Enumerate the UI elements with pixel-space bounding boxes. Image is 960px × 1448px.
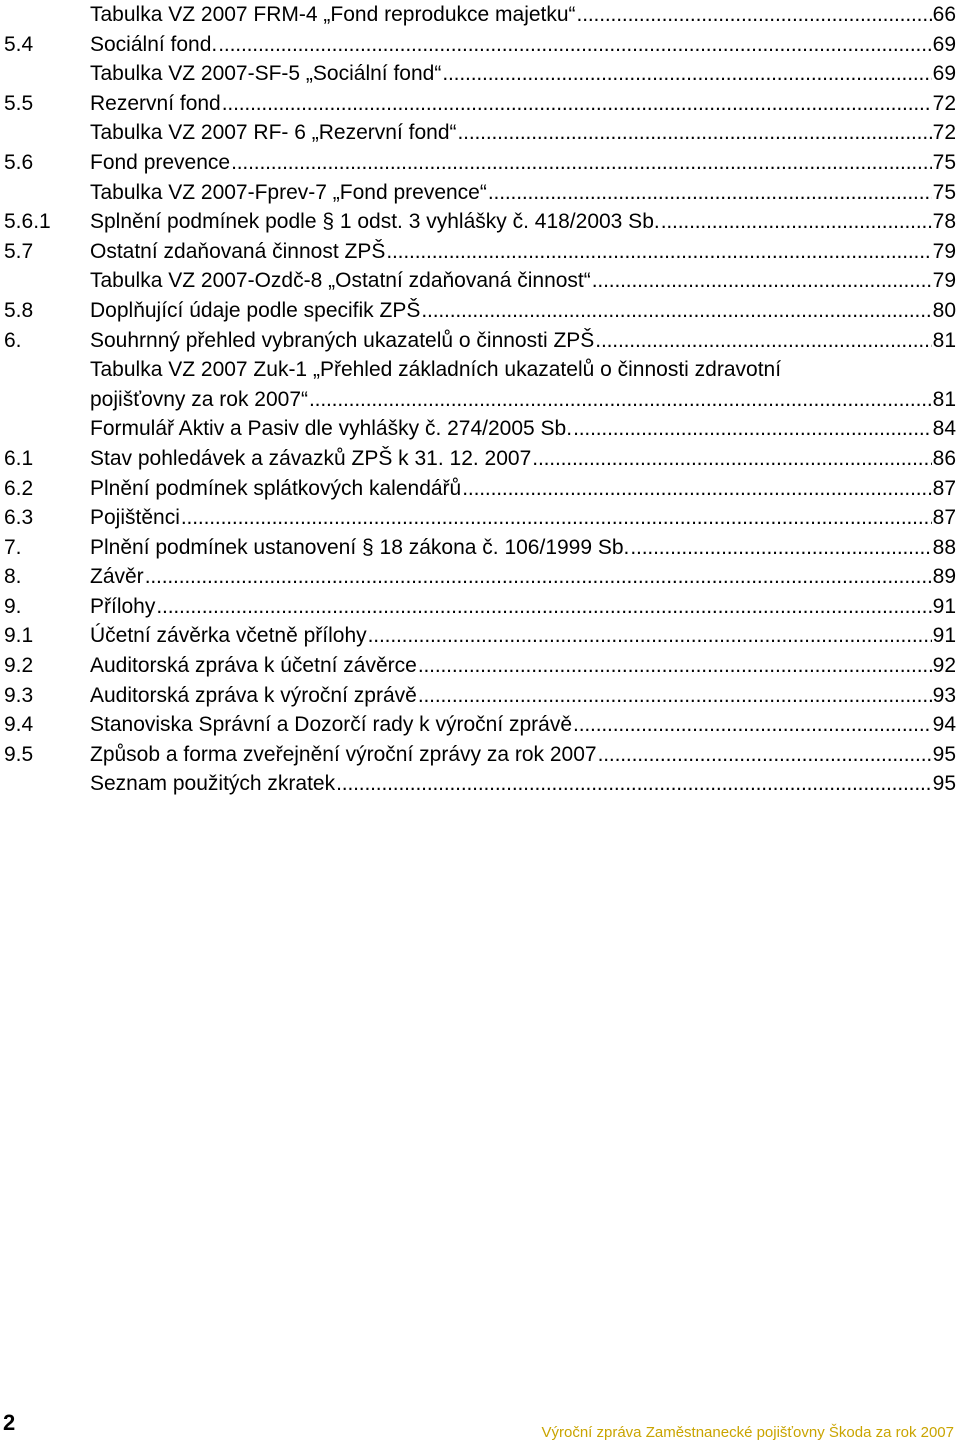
toc-page-number: 75 (932, 150, 956, 174)
toc-title: Pojištěnci (90, 506, 180, 530)
toc-page-number: 91 (932, 594, 956, 618)
toc-page-number: 81 (932, 328, 956, 352)
toc-entry[interactable] (4, 503, 956, 533)
toc-title-continuation: pojišťovny za rok 2007“ (90, 387, 308, 411)
toc-title: Tabulka VZ 2007 RF- 6 „Rezervní fond“ (90, 121, 457, 145)
toc-entry[interactable] (4, 621, 956, 651)
toc-leader-dots (532, 444, 931, 474)
toc-entry[interactable] (4, 296, 956, 326)
toc-page-number: 92 (932, 654, 956, 678)
toc-leader-dots (368, 621, 932, 651)
toc-entry[interactable] (4, 89, 956, 119)
toc-page-number: 86 (932, 446, 956, 470)
toc-leader-dots (156, 592, 931, 622)
toc-title: Způsob a forma zveřejnění výroční zprávy za rok 2007 (90, 742, 597, 766)
toc-leader-dots (462, 474, 931, 504)
toc-entry[interactable] (4, 118, 956, 148)
toc-number: 6.3 (4, 506, 34, 530)
toc-title: Tabulka VZ 2007 FRM-4 „Fond reprodukce majetku“ (90, 3, 576, 26)
toc-page-number: 69 (932, 62, 956, 86)
toc-leader-dots (661, 207, 932, 237)
toc-title: Účetní závěrka včetně přílohy (90, 624, 367, 648)
toc-entry[interactable] (4, 178, 956, 208)
toc-leader-dots (488, 178, 932, 208)
toc-title: Rezervní fond (90, 91, 221, 115)
toc-number: 7. (4, 535, 22, 559)
toc-leader-dots (592, 266, 932, 296)
toc-entry[interactable] (4, 681, 956, 711)
toc-number: 9.5 (4, 742, 34, 766)
toc-entry[interactable] (4, 562, 956, 592)
toc-number: 5.6 (4, 150, 34, 174)
toc-leader-dots (573, 710, 932, 740)
toc-page-number: 79 (932, 269, 956, 293)
toc-entry[interactable] (4, 326, 956, 356)
toc-number: 9. (4, 594, 22, 618)
toc-page-number: 84 (932, 417, 956, 441)
toc-leader-dots (442, 59, 931, 89)
toc-title: Tabulka VZ 2007-Ozdč-8 „Ostatní zdaňovaná činnost“ (90, 269, 591, 293)
toc-title: Plnění podmínek splátkových kalendářů (90, 476, 462, 500)
toc-entry[interactable] (4, 0, 956, 30)
toc-leader-dots (418, 651, 932, 681)
toc-title: Doplňující údaje podle specifik ZPŠ (90, 298, 421, 322)
toc-entry[interactable] (4, 533, 956, 563)
toc-title: Přílohy (90, 594, 156, 618)
toc-title: Sociální fond. (90, 32, 218, 56)
footer-page-number: 2 (3, 1410, 16, 1435)
toc-page-number: 95 (932, 742, 956, 766)
toc-title: Tabulka VZ 2007-SF-5 „Sociální fond“ (90, 62, 442, 86)
toc-page-number: 95 (932, 772, 956, 796)
toc-page-number: 88 (932, 535, 956, 559)
toc-page-number: 78 (932, 210, 956, 234)
toc-number: 9.1 (4, 624, 34, 648)
toc-number: 5.6.1 (4, 210, 51, 234)
toc-page-number: 72 (932, 121, 956, 145)
toc-page-number: 69 (932, 32, 956, 56)
toc-leader-dots (595, 326, 931, 356)
toc-leader-dots (181, 503, 932, 533)
toc-number: 5.5 (4, 91, 34, 115)
toc-title: Stanoviska Správní a Dozorčí rady k výroční zprávě (90, 713, 573, 737)
toc-number: 5.7 (4, 239, 34, 263)
toc-entry[interactable] (4, 266, 956, 296)
toc-entry[interactable] (4, 444, 956, 474)
toc-title: Seznam použitých zkratek (90, 772, 336, 796)
toc-entry[interactable] (4, 237, 956, 267)
toc-number: 5.8 (4, 298, 34, 322)
toc-title: Tabulka VZ 2007 Zuk-1 „Přehled základních ukazatelů o činnosti zdravotní (90, 358, 782, 382)
toc-leader-dots (222, 89, 932, 119)
toc-leader-dots (630, 533, 931, 563)
toc-leader-dots (573, 414, 932, 444)
toc-title: Auditorská zpráva k účetní závěrce (90, 654, 417, 678)
toc-leader-dots (231, 148, 932, 178)
toc-title: Stav pohledávek a závazků ZPŠ k 31. 12. 2007 (90, 446, 532, 470)
toc-page-number: 81 (932, 387, 956, 411)
toc-title: Ostatní zdaňovaná činnost ZPŠ (90, 239, 386, 263)
toc-leader-dots (386, 237, 931, 267)
toc-title: Tabulka VZ 2007-Fprev-7 „Fond prevence“ (90, 180, 487, 204)
toc-number: 8. (4, 565, 22, 589)
toc-leader-dots (218, 30, 931, 60)
toc-entry[interactable] (4, 474, 956, 504)
toc-leader-dots (336, 769, 932, 799)
toc-title: Formulář Aktiv a Pasiv dle vyhlášky č. 274/2005 Sb. (90, 417, 573, 441)
toc-entry[interactable] (4, 148, 956, 178)
toc-page-number: 89 (932, 565, 956, 589)
toc-entry[interactable] (4, 59, 956, 89)
toc-number: 9.4 (4, 713, 34, 737)
toc-entry[interactable] (4, 355, 956, 414)
toc-number: 9.2 (4, 654, 34, 678)
toc-entry[interactable] (4, 651, 956, 681)
toc-entry[interactable] (4, 710, 956, 740)
toc-number: 6.1 (4, 446, 34, 470)
toc-entry[interactable] (4, 414, 956, 444)
toc-leader-dots (458, 118, 932, 148)
toc-leader-dots (421, 296, 931, 326)
table-of-contents (4, 0, 956, 799)
toc-title: Auditorská zpráva k výroční zprávě (90, 683, 417, 707)
toc-page-number: 66 (932, 3, 956, 26)
toc-number: 5.4 (4, 32, 34, 56)
toc-page-number: 87 (932, 476, 956, 500)
toc-title: Fond prevence (90, 150, 231, 174)
toc-entry[interactable] (4, 30, 956, 60)
toc-page-number: 80 (932, 298, 956, 322)
toc-entry[interactable] (4, 769, 956, 799)
toc-number: 6. (4, 328, 22, 352)
toc-title: Závěr (90, 565, 144, 589)
toc-entry[interactable] (4, 207, 956, 237)
toc-entry[interactable] (4, 740, 956, 770)
toc-page-number: 93 (932, 683, 956, 707)
toc-title: Souhrnný přehled vybraných ukazatelů o činnosti ZPŠ (90, 328, 595, 352)
toc-leader-dots (309, 385, 932, 415)
toc-page-number: 94 (932, 713, 956, 737)
toc-title: Plnění podmínek ustanovení § 18 zákona č. 106/1999 Sb. (90, 535, 630, 559)
toc-leader-dots (598, 740, 932, 770)
footer-document-title: Výroční zpráva Zaměstnanecké pojišťovny Škoda za rok 2007 (541, 1424, 954, 1441)
toc-page-number: 87 (932, 506, 956, 530)
toc-leader-dots (418, 681, 932, 711)
toc-number: 9.3 (4, 683, 34, 707)
toc-page-number: 79 (932, 239, 956, 263)
toc-entry[interactable] (4, 592, 956, 622)
toc-title: Splnění podmínek podle § 1 odst. 3 vyhlášky č. 418/2003 Sb. (90, 210, 660, 234)
toc-page-number: 91 (932, 624, 956, 648)
toc-number: 6.2 (4, 476, 34, 500)
toc-page-number: 75 (932, 180, 956, 204)
toc-leader-dots (145, 562, 932, 592)
toc-leader-dots (577, 0, 932, 30)
toc-page-number: 72 (932, 91, 956, 115)
